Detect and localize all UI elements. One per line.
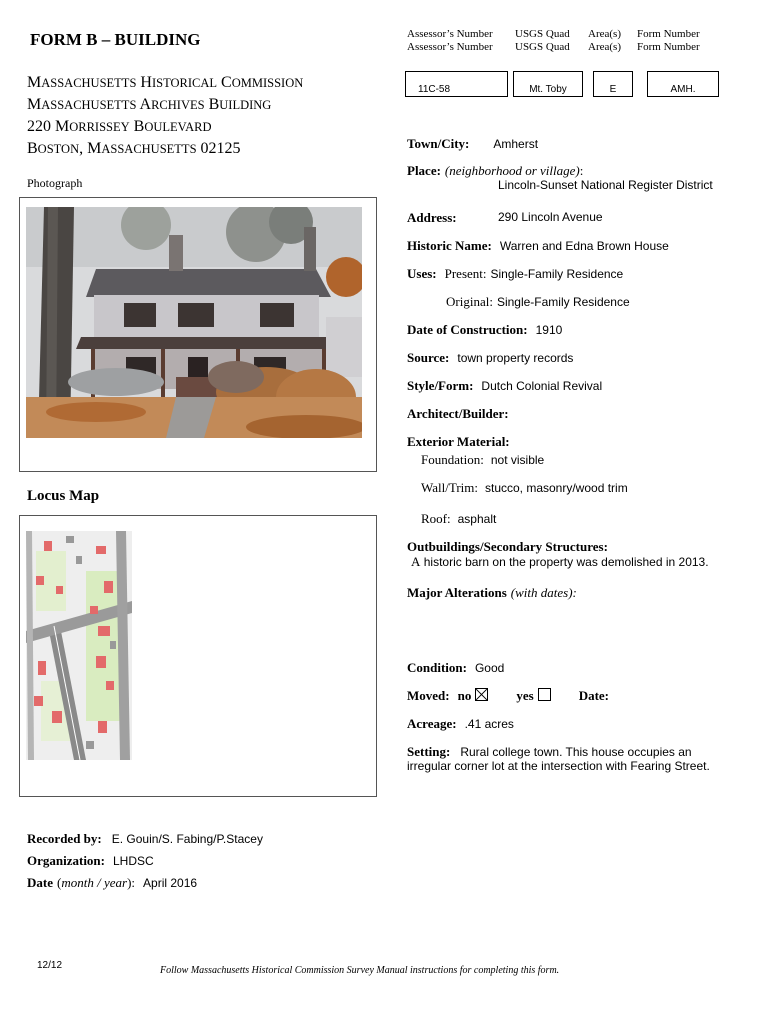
style-value[interactable]: Dutch Colonial Revival <box>481 379 603 393</box>
condition-value[interactable]: Good <box>474 661 505 675</box>
foundation-row: Foundation: not visible <box>421 452 545 467</box>
acreage-value[interactable]: .41 acres <box>464 717 514 731</box>
wall-trim-value[interactable]: stucco, masonry/wood trim <box>484 481 628 495</box>
moved-row: Moved: no yes Date: <box>407 688 610 703</box>
town-value[interactable]: Amherst <box>493 137 539 151</box>
source-value[interactable]: town property records <box>457 351 574 365</box>
condition-row: Condition: Good <box>407 660 505 675</box>
present-use-value[interactable]: Single-Family Residence <box>490 267 624 281</box>
address-value[interactable]: 290 Lincoln Avenue <box>498 210 603 224</box>
house-photograph <box>26 207 362 438</box>
revision-code: 12/12 <box>37 960 63 971</box>
date-construction-value[interactable]: 1910 <box>535 323 563 337</box>
usgs-header: USGS Quad USGS Quad <box>515 28 570 53</box>
town-row: Town/City: Amherst <box>407 136 539 151</box>
original-use-row: Original: Single-Family Residence <box>446 294 630 309</box>
setting-value-line1[interactable]: Rural college town. This house occupies an <box>460 745 692 759</box>
uses-row: Uses: Present: Single-Family Residence <box>407 266 624 281</box>
architect-row: Architect/Builder: <box>407 406 509 421</box>
date-recorded-row: Date (month / year): April 2016 <box>27 875 198 890</box>
areas-field[interactable]: E <box>593 71 633 97</box>
commission-line-3: 220 MORRISSEY BOULEVARD <box>27 118 212 135</box>
place-row: Place: (neighborhood or village): <box>407 163 584 178</box>
recorded-by-value[interactable]: E. Gouin/S. Fabing/P.Stacey <box>111 832 263 846</box>
form-title: FORM B – BUILDING <box>30 30 201 49</box>
moved-yes-checkbox[interactable] <box>538 688 551 701</box>
locus-map-image <box>26 531 132 760</box>
setting-value-line2[interactable]: irregular corner lot at the intersection with Fearing Street. <box>407 759 710 773</box>
roof-value[interactable]: asphalt <box>457 512 497 526</box>
footer-instructions: Follow Massachusetts Historical Commission Survey Manual instructions for completing this form. <box>160 965 560 976</box>
place-value[interactable]: Lincoln-Sunset National Register District <box>498 178 713 192</box>
address-row: Address: <box>407 210 457 225</box>
form-number-field[interactable]: AMH. <box>647 71 719 97</box>
roof-row: Roof: asphalt <box>421 511 497 526</box>
source-row: Source: town property records <box>407 350 574 365</box>
commission-address <box>27 72 303 160</box>
alterations-row: Major Alterations (with dates): <box>407 585 577 600</box>
date-construction-row: Date of Construction: 1910 <box>407 322 563 337</box>
locus-map-frame <box>19 515 377 797</box>
historic-name-row: Historic Name: Warren and Edna Brown House <box>407 238 669 253</box>
moved-no-checkbox[interactable] <box>475 688 488 701</box>
outbuildings-row: Outbuildings/Secondary Structures: <box>407 539 608 554</box>
form-number-header: Form Number Form Number <box>637 28 700 53</box>
areas-header: Area(s) Area(s) <box>588 28 621 53</box>
commission-line-1: MASSACHUSETTS HISTORICAL COMMISSION <box>27 74 304 91</box>
historic-name-value[interactable]: Warren and Edna Brown House <box>499 239 669 253</box>
assessor-number-field[interactable]: 11C-58 <box>405 71 508 97</box>
original-use-value[interactable]: Single-Family Residence <box>496 295 630 309</box>
style-row: Style/Form: Dutch Colonial Revival <box>407 378 603 393</box>
setting-row: Setting: Rural college town. This house occupies an <box>407 744 692 759</box>
exterior-row: Exterior Material: <box>407 434 510 449</box>
photograph-label: Photograph <box>27 176 83 190</box>
organization-row: Organization: LHDSC <box>27 853 154 868</box>
recorded-by-row: Recorded by: E. Gouin/S. Fabing/P.Stacey <box>27 831 263 846</box>
photograph-frame <box>19 197 377 472</box>
assessor-header: Assessor’s Number Assessor’s Number <box>407 28 493 53</box>
usgs-quad-field[interactable]: Mt. Toby <box>513 71 583 97</box>
outbuildings-value[interactable]: A historic barn on the property was demolished in 2013. <box>411 554 709 569</box>
acreage-row: Acreage: .41 acres <box>407 716 514 731</box>
date-recorded-value[interactable]: April 2016 <box>143 876 198 890</box>
foundation-value[interactable]: not visible <box>490 453 545 467</box>
commission-line-2: MASSACHUSETTS ARCHIVES BUILDING <box>27 96 272 113</box>
organization-value[interactable]: LHDSC <box>113 854 154 868</box>
wall-trim-row: Wall/Trim: stucco, masonry/wood trim <box>421 480 628 495</box>
commission-line-4: BOSTON, MASSACHUSETTS 02125 <box>27 140 241 157</box>
locus-map-label: Locus Map <box>27 488 100 504</box>
